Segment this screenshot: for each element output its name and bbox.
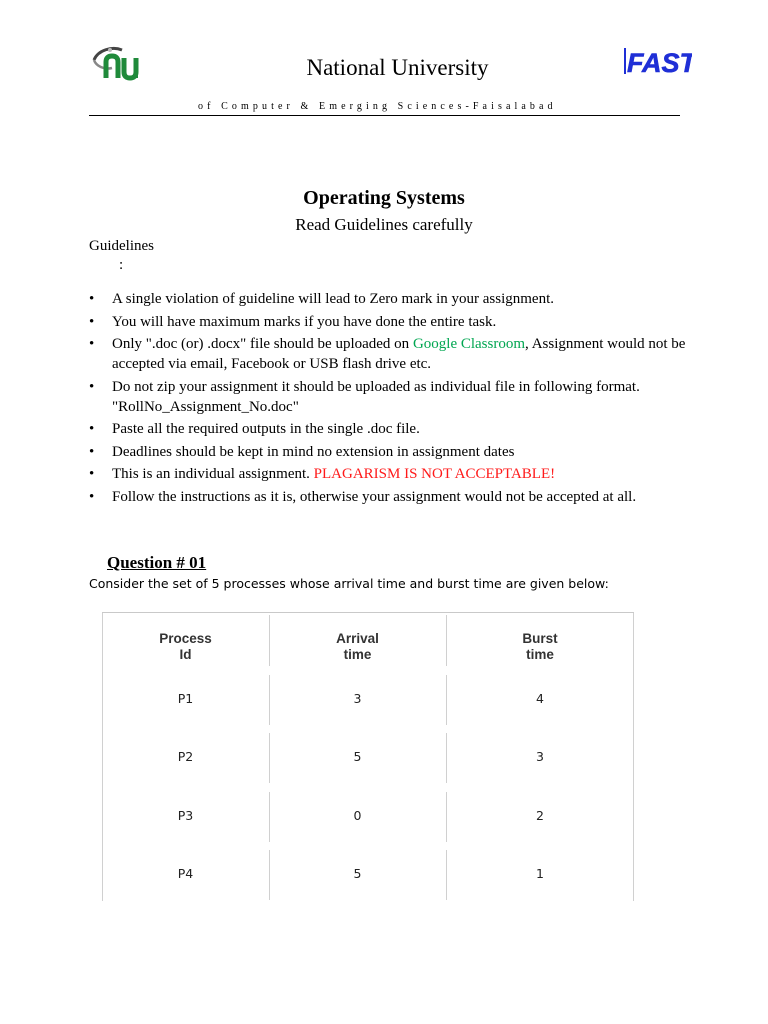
question-title: Question # 01 bbox=[107, 553, 207, 572]
question-text: Consider the set of 5 processes whose arrival time and burst time are given below: bbox=[89, 576, 609, 591]
header-divider bbox=[89, 115, 680, 116]
bullet-icon: • bbox=[89, 466, 95, 482]
column-header-burst-time: Burst time bbox=[522, 631, 558, 662]
table-cell: 2 bbox=[536, 808, 544, 823]
list-item: • Do not zip your assignment it should be uploaded as individual file in following format. "RollNo_Assignment_No.doc" bbox=[89, 378, 640, 415]
fast-logo bbox=[624, 44, 692, 78]
list-item: • Paste all the required outputs in the single .doc file. bbox=[89, 421, 420, 437]
svg-text:FAST: FAST bbox=[627, 48, 692, 78]
list-item: • Only ".doc (or) .docx" file should be uploaded on Google Classroom, Assignment would not be accepted via email, Facebook or USB flash drive etc. bbox=[89, 336, 686, 372]
process-table bbox=[102, 612, 634, 901]
bullet-icon: • bbox=[89, 488, 95, 505]
table-cell: 0 bbox=[353, 808, 362, 823]
google-classroom-link[interactable]: Google Classroom bbox=[412, 336, 526, 352]
table-cell: 4 bbox=[536, 691, 544, 706]
svg-text:nu: nu bbox=[90, 44, 91, 45]
table-cell: P1 bbox=[177, 691, 194, 706]
bullet-icon: • bbox=[89, 291, 95, 307]
list-item: • You will have maximum marks if you have done the entire task. bbox=[89, 313, 497, 330]
guidelines-label: Guidelines bbox=[89, 238, 154, 254]
table-cell: P2 bbox=[177, 749, 194, 764]
guidelines-list bbox=[89, 289, 689, 509]
guidelines-colon: : bbox=[119, 257, 124, 273]
bullet-icon: • bbox=[89, 421, 95, 437]
table-cell: P4 bbox=[177, 866, 194, 881]
university-name: National University bbox=[306, 55, 489, 80]
bullet-icon: • bbox=[89, 378, 95, 395]
plagiarism-warning: PLAGARISM IS NOT ACCEPTABLE! bbox=[313, 466, 556, 482]
bullet-icon: • bbox=[89, 313, 95, 330]
list-item: • Follow the instructions as it is, otherwise your assignment would not be accepted at all. bbox=[89, 488, 637, 505]
column-header-process-id: Process Id bbox=[159, 631, 212, 662]
table-cell: 3 bbox=[353, 691, 362, 706]
list-item: • This is an individual assignment. PLAGARISM IS NOT ACCEPTABLE! bbox=[89, 466, 556, 482]
column-header-arrival-time: Arrival time bbox=[336, 631, 379, 662]
table-cell: 5 bbox=[353, 749, 362, 764]
bullet-icon: • bbox=[89, 443, 95, 460]
page-title: Operating Systems bbox=[303, 187, 465, 209]
list-item: • Deadlines should be kept in mind no extension in assignment dates bbox=[89, 443, 515, 460]
page-subtitle: Read Guidelines carefully bbox=[295, 215, 473, 234]
list-item: • A single violation of guideline will lead to Zero mark in your assignment. bbox=[89, 291, 555, 307]
university-subtitle: of Computer & Emerging Sciences-Faisalabad bbox=[198, 101, 557, 112]
bullet-icon: • bbox=[89, 336, 95, 352]
table-cell: P3 bbox=[177, 808, 194, 823]
table-cell: 1 bbox=[536, 866, 544, 881]
table-cell: 5 bbox=[353, 866, 362, 881]
table-cell: 3 bbox=[536, 749, 544, 764]
